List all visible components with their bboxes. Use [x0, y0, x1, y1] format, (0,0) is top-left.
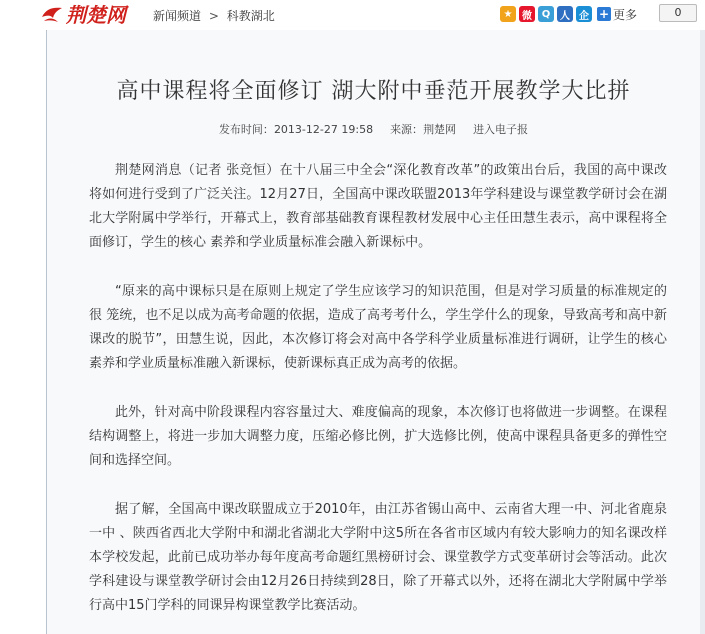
qq-weibo-icon[interactable]: Q — [538, 6, 554, 22]
qq-icon[interactable]: 企 — [576, 6, 592, 22]
scrollbar-edge[interactable] — [700, 30, 705, 634]
breadcrumb-news-channel[interactable]: 新闻频道 — [153, 9, 202, 23]
weibo-icon[interactable]: 微 — [519, 6, 535, 22]
article-meta — [47, 121, 700, 137]
publish-time-value: 2013-12-27 19:58 — [273, 123, 374, 136]
logo-text: 荆楚网 — [66, 3, 126, 27]
breadcrumb-hubei-science-education[interactable]: 科教湖北 — [226, 9, 275, 23]
plus-icon: + — [598, 7, 610, 21]
share-more-button[interactable] — [597, 6, 637, 23]
epaper-link[interactable]: 进入电子报 — [473, 123, 529, 136]
breadcrumb — [153, 7, 275, 24]
article-container — [46, 30, 701, 634]
top-bar — [0, 0, 705, 30]
share-count: 0 — [659, 4, 697, 22]
article-paragraph: 据了解，全国高中课改联盟成立于2010年，由江苏省锡山高中、云南省大理一中、河北省鹿泉一中 、陕西省西北大学附中和湖北省湖北大学附中这5所在各省市区域内有较大影响力的知名课改样本学校发起，此前已成功举办每年度高考命题红黑榜研讨会、课堂教学方式变革研讨会等活动。此次学科建设与课堂教学研讨会由12月26日持续到28日，除了开幕式以外，还将在湖北大学附属中学举行高中15门学科的同课异构课堂教学比赛活动。 — [89, 502, 667, 613]
article-paragraph: “原来的高中课标只是在原则上规定了学生应该学习的知识范围，但是对学习质量的标准规定的很 笼统，也不足以成为高考命题的依据，造成了高考考什么，学生学什么的现象，导致高考和高中新课改的脱节”，田慧生说，因此，本次修订将会对高中各学科学业质量标准进行调研，让学生的核心素养和学业质量标准融入新课标，使新课标真正成为高考的依据。 — [89, 284, 667, 371]
red-bird-logo-icon — [40, 5, 64, 25]
more-label: 更多 — [613, 7, 638, 22]
article-paragraph: 此外，针对高中阶段课程内容容量过大、难度偏高的现象，本次修订也将做进一步调整。在课程结构调整上，将进一步加大调整力度，压缩必修比例，扩大选修比例，使高中课程具备更多的弹性空间和选择空间。 — [89, 405, 667, 468]
article-title: 高中课程将全面修订 湖大附中垂范开展教学大比拼 — [116, 79, 631, 104]
publish-time-label: 发布时间： — [218, 123, 274, 136]
qzone-icon[interactable]: ★ — [500, 6, 516, 22]
share-toolbar — [500, 4, 637, 24]
breadcrumb-separator: > — [208, 9, 219, 23]
article-body — [89, 159, 667, 634]
source-label: 来源： — [390, 123, 424, 136]
article-paragraph: 荆楚网消息（记者 张竞恒）在十八届三中全会“深化教育改革”的政策出台后，我国的高中课改 将如何进行受到了广泛关注。12月27日，全国高中课改联盟2013年学科建设与课堂教学研讨会在湖北大学附属中学举行，开幕式上，教育部基础教育课程教材发展中心主任田慧生表示，高中课程将全面修订，学生的核心 素养和学业质量标准会融入新课标中。 — [89, 163, 667, 250]
people-icon[interactable]: 人 — [557, 6, 573, 22]
source-value[interactable]: 荆楚网 — [423, 123, 457, 136]
site-logo[interactable] — [40, 4, 126, 26]
